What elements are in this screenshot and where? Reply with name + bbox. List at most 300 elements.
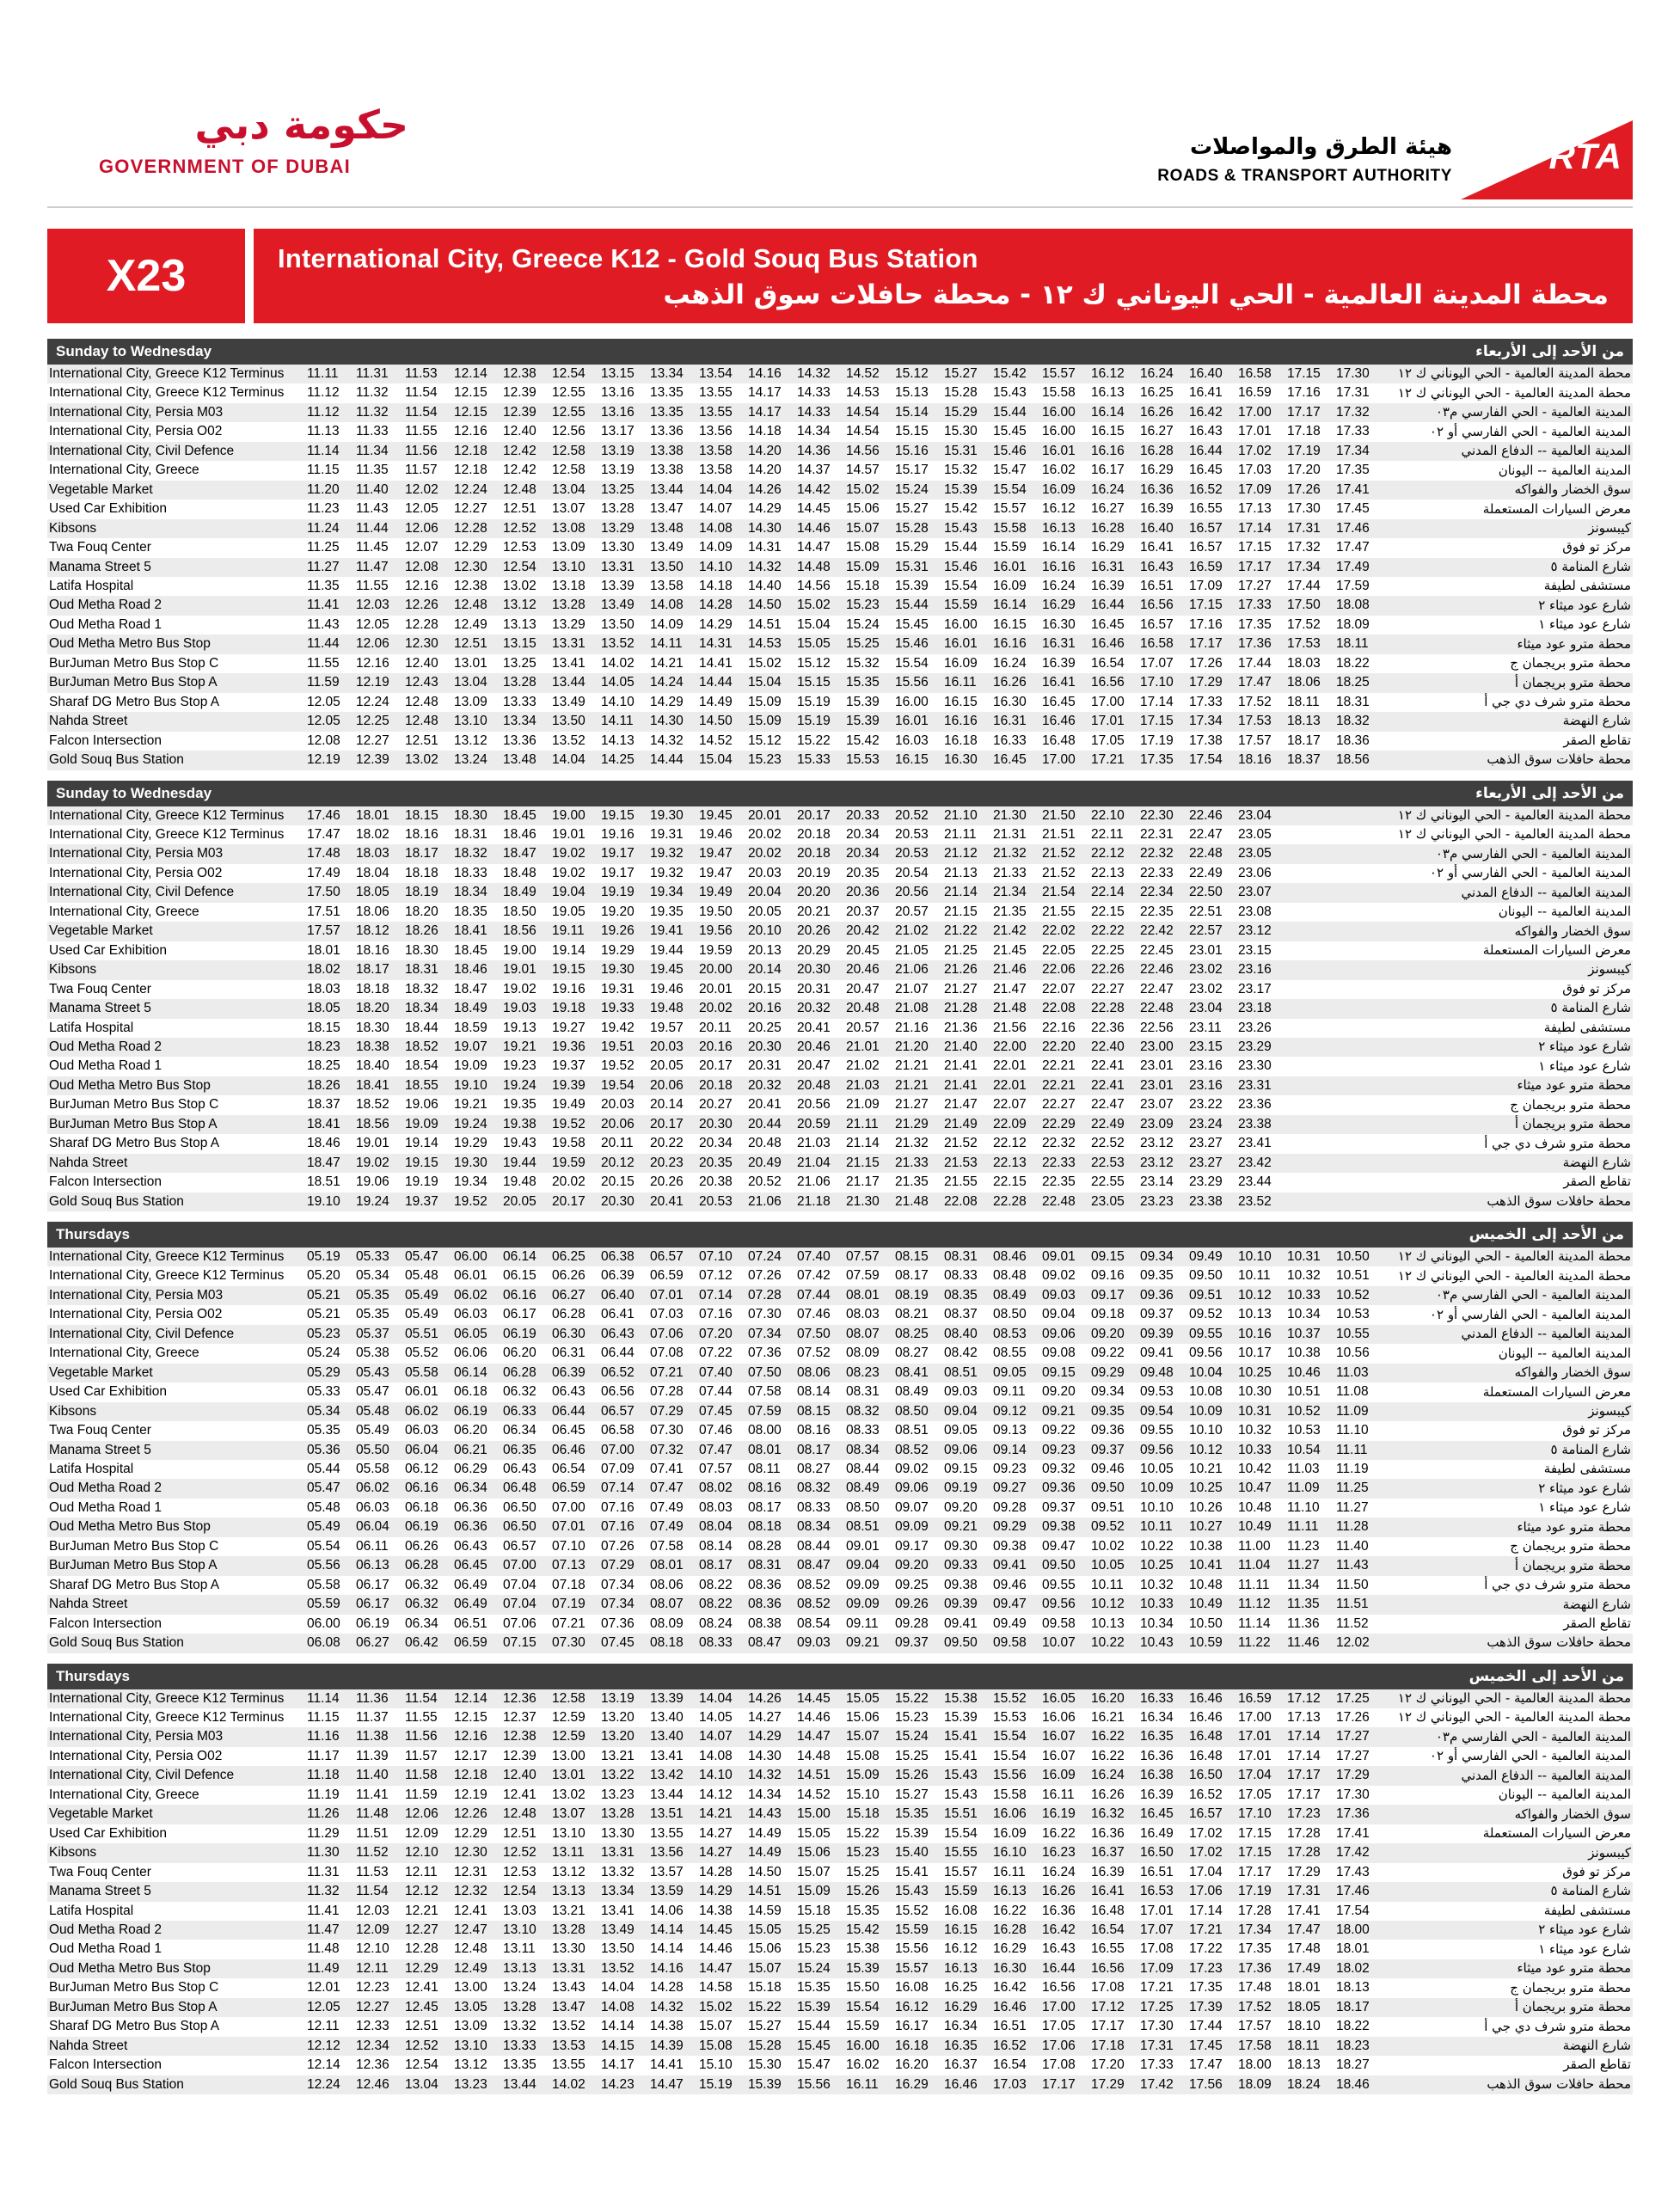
time-cell: 17.54: [1189, 752, 1223, 768]
time-cell: 16.08: [944, 1903, 978, 1918]
time-cell: 05.36: [307, 1442, 340, 1457]
table-row: [47, 1595, 1633, 1614]
time-cell: 13.09: [552, 540, 586, 555]
stop-name-arabic: شارع عود ميثاء ١: [1383, 1499, 1633, 1517]
table-row: [47, 1421, 1633, 1440]
time-cell: 22.00: [993, 1039, 1027, 1054]
time-cell: 14.29: [748, 501, 782, 517]
stop-name-english: Oud Metha Metro Bus Stop: [47, 1517, 305, 1536]
time-cell: 10.48: [1189, 1577, 1223, 1592]
time-cell: 08.15: [895, 1249, 929, 1265]
time-cell: 07.28: [748, 1287, 782, 1303]
time-cell: 13.11: [552, 1845, 585, 1861]
time-cell: 17.41: [1336, 481, 1370, 497]
stop-name-english: Manama Street 5: [47, 1882, 305, 1901]
time-cell: 12.48: [503, 1806, 536, 1822]
time-cell: 13.12: [454, 2057, 487, 2073]
time-cell: 14.59: [748, 1903, 782, 1918]
stop-name-english: Gold Souq Bus Station: [47, 2075, 305, 2094]
stop-name-english: BurJuman Metro Bus Stop C: [47, 1095, 305, 1114]
time-cell: 09.28: [993, 1499, 1027, 1515]
time-cell: 07.00: [503, 1558, 536, 1573]
time-cell: 13.57: [650, 1864, 684, 1879]
time-cell: 20.20: [797, 885, 831, 900]
time-cell: 08.06: [650, 1577, 684, 1592]
time-cell: 17.34: [1189, 714, 1223, 729]
time-cell: 23.23: [1140, 1193, 1174, 1209]
time-cell: 09.37: [1042, 1499, 1076, 1515]
time-cell: 13.08: [552, 520, 586, 536]
time-cell: 06.58: [601, 1423, 635, 1438]
time-cell: 11.37: [356, 1710, 389, 1725]
time-cell: 08.42: [944, 1346, 978, 1361]
time-cell: 13.10: [503, 1922, 536, 1937]
time-cell: 15.06: [846, 1710, 880, 1725]
time-cell: 15.13: [895, 385, 929, 401]
stop-name-arabic: محطة مترو عود ميثاء: [1383, 1959, 1633, 1978]
time-cell: 14.32: [650, 733, 684, 748]
time-cell: 17.00: [1042, 752, 1076, 768]
time-cell: 20.06: [601, 1116, 635, 1131]
time-cell: 22.35: [1042, 1174, 1076, 1190]
time-cell: 12.46: [356, 2076, 389, 2092]
time-cell: 18.22: [1336, 655, 1370, 671]
time-cell: 22.08: [944, 1193, 978, 1209]
departure-times: [305, 2017, 1383, 2036]
time-cell: 18.52: [356, 1097, 389, 1113]
departure-times: [305, 1076, 1383, 1095]
time-cell: 17.46: [1336, 520, 1370, 536]
time-cell: 15.39: [895, 1825, 929, 1841]
time-cell: 16.17: [895, 2019, 929, 2034]
time-cell: 17.01: [1238, 424, 1272, 439]
time-cell: 11.31: [307, 1864, 340, 1879]
time-cell: 17.00: [1238, 1710, 1272, 1725]
stop-name-arabic: معرض السيارات المستعملة: [1383, 1383, 1633, 1401]
time-cell: 14.02: [601, 655, 635, 671]
table-row: [47, 1173, 1633, 1192]
time-cell: 07.50: [797, 1326, 831, 1341]
time-cell: 08.31: [846, 1384, 880, 1400]
time-cell: 16.46: [1042, 714, 1076, 729]
stop-name-english: Vegetable Market: [47, 922, 305, 941]
time-cell: 08.16: [748, 1481, 782, 1496]
time-cell: 09.38: [1042, 1519, 1076, 1535]
header-divider: [47, 206, 1633, 208]
time-cell: 12.51: [405, 733, 438, 748]
time-cell: 19.24: [454, 1116, 487, 1131]
time-cell: 10.21: [1189, 1462, 1223, 1477]
time-cell: 14.52: [846, 366, 880, 381]
time-cell: 13.10: [552, 559, 586, 574]
time-cell: 12.05: [307, 714, 340, 729]
time-cell: 17.07: [1140, 1922, 1174, 1937]
time-cell: 06.57: [601, 1403, 635, 1419]
table-row: [47, 635, 1633, 653]
time-cell: 16.28: [1091, 520, 1125, 536]
time-cell: 21.42: [993, 923, 1027, 939]
time-cell: 09.19: [944, 1481, 978, 1496]
time-cell: 11.51: [356, 1825, 389, 1841]
time-cell: 20.44: [748, 1116, 782, 1131]
time-cell: 12.52: [405, 2038, 438, 2053]
time-cell: 09.52: [1189, 1307, 1223, 1322]
time-cell: 19.15: [405, 1155, 438, 1170]
departure-times: [305, 1173, 1383, 1192]
time-cell: 07.21: [552, 1615, 586, 1631]
time-cell: 18.34: [454, 885, 487, 900]
time-cell: 18.45: [503, 807, 536, 823]
table-row: [47, 1537, 1633, 1556]
time-cell: 09.09: [846, 1577, 880, 1592]
departure-times: [305, 941, 1383, 960]
time-cell: 09.50: [944, 1635, 978, 1651]
time-cell: 14.56: [846, 443, 880, 458]
time-cell: 09.16: [1091, 1268, 1125, 1284]
time-cell: 16.42: [1042, 1922, 1076, 1937]
time-cell: 11.11: [1287, 1519, 1319, 1535]
time-cell: 18.34: [405, 1001, 438, 1016]
time-cell: 16.18: [895, 2038, 929, 2053]
time-cell: 20.54: [895, 865, 929, 880]
time-cell: 11.40: [356, 1768, 389, 1783]
time-cell: 13.13: [552, 1884, 586, 1899]
time-cell: 13.02: [552, 1787, 586, 1802]
time-cell: 10.25: [1189, 1481, 1223, 1496]
time-cell: 13.28: [503, 675, 536, 690]
time-cell: 14.48: [797, 559, 831, 574]
time-cell: 06.45: [552, 1423, 586, 1438]
time-cell: 14.46: [797, 1710, 831, 1725]
time-cell: 17.34: [1238, 1922, 1272, 1937]
time-cell: 17.14: [1287, 1748, 1321, 1763]
time-cell: 08.46: [993, 1249, 1027, 1265]
time-cell: 11.19: [1336, 1462, 1369, 1477]
time-cell: 13.33: [503, 2038, 536, 2053]
time-cell: 21.53: [944, 1155, 978, 1170]
time-cell: 22.07: [993, 1097, 1027, 1113]
time-cell: 19.56: [699, 923, 733, 939]
time-cell: 06.18: [405, 1499, 438, 1515]
time-cell: 17.36: [1336, 1806, 1370, 1822]
time-cell: 06.59: [552, 1481, 586, 1496]
time-cell: 19.21: [454, 1097, 487, 1113]
time-cell: 08.18: [748, 1519, 782, 1535]
time-cell: 19.02: [552, 846, 586, 861]
time-cell: 18.37: [307, 1097, 340, 1113]
time-cell: 16.59: [1238, 385, 1272, 401]
time-cell: 11.41: [356, 1787, 389, 1802]
time-cell: 22.45: [1140, 942, 1174, 958]
time-cell: 17.01: [1140, 1903, 1174, 1918]
time-cell: 13.13: [503, 1960, 536, 1976]
time-cell: 20.41: [797, 1020, 831, 1035]
time-cell: 21.15: [846, 1155, 880, 1170]
time-cell: 23.00: [1140, 1039, 1174, 1054]
departure-times: [305, 1115, 1383, 1134]
time-cell: 17.08: [1140, 1941, 1174, 1957]
time-cell: 08.18: [650, 1635, 684, 1651]
time-cell: 13.58: [699, 443, 733, 458]
time-cell: 17.27: [1336, 1729, 1370, 1744]
time-cell: 16.14: [993, 598, 1027, 613]
time-cell: 14.45: [797, 1690, 831, 1706]
time-cell: 15.28: [944, 385, 978, 401]
time-cell: 15.09: [748, 694, 782, 709]
time-cell: 16.48: [1042, 733, 1076, 748]
time-cell: 17.04: [1189, 1864, 1223, 1879]
block-spacer: [47, 1213, 1633, 1222]
time-cell: 16.42: [993, 1980, 1027, 1996]
time-cell: 10.12: [1091, 1597, 1125, 1612]
time-cell: 16.18: [944, 733, 978, 748]
time-cell: 13.10: [552, 1825, 586, 1841]
time-cell: 15.44: [895, 598, 929, 613]
time-cell: 09.17: [1091, 1287, 1125, 1303]
time-cell: 15.57: [944, 1864, 978, 1879]
time-cell: 10.25: [1140, 1558, 1174, 1573]
time-cell: 14.28: [650, 1980, 684, 1996]
departure-times: [305, 1689, 1383, 1708]
time-cell: 19.02: [552, 865, 586, 880]
time-cell: 10.16: [1238, 1326, 1272, 1341]
time-cell: 07.01: [650, 1287, 684, 1303]
time-cell: 17.15: [1238, 1825, 1272, 1841]
time-cell: 15.09: [748, 714, 782, 729]
time-cell: 16.11: [846, 2076, 879, 2092]
time-cell: 15.28: [748, 2038, 782, 2053]
time-cell: 12.14: [454, 366, 487, 381]
time-cell: 11.27: [307, 559, 340, 574]
time-cell: 20.17: [797, 807, 831, 823]
time-cell: 22.21: [1042, 1077, 1076, 1093]
time-cell: 13.59: [650, 1884, 684, 1899]
time-cell: 17.56: [1189, 2076, 1223, 2092]
time-cell: 11.55: [307, 655, 340, 671]
time-cell: 07.10: [552, 1538, 586, 1554]
time-cell: 16.24: [1140, 366, 1174, 381]
time-cell: 18.30: [356, 1020, 389, 1035]
departure-times: [305, 635, 1383, 653]
time-cell: 22.15: [1091, 904, 1125, 919]
time-cell: 05.21: [307, 1287, 340, 1303]
time-cell: 06.48: [503, 1481, 536, 1496]
time-cell: 09.35: [1091, 1403, 1125, 1419]
time-cell: 12.39: [503, 385, 536, 401]
time-cell: 20.05: [650, 1058, 684, 1074]
time-cell: 14.57: [846, 463, 880, 478]
time-cell: 09.55: [1042, 1577, 1076, 1592]
time-cell: 19.00: [503, 942, 536, 958]
time-cell: 19.36: [552, 1039, 586, 1054]
time-cell: 21.28: [944, 1001, 978, 1016]
time-cell: 12.36: [503, 1690, 536, 1706]
time-cell: 20.49: [748, 1155, 782, 1170]
time-cell: 15.23: [748, 752, 782, 768]
stop-name-english: Nahda Street: [47, 1595, 305, 1614]
time-cell: 20.36: [846, 885, 880, 900]
time-cell: 10.33: [1287, 1287, 1321, 1303]
time-cell: 12.58: [552, 463, 586, 478]
time-cell: 15.30: [748, 2057, 782, 2073]
time-cell: 11.56: [405, 443, 438, 458]
time-cell: 15.59: [944, 598, 978, 613]
time-cell: 19.52: [552, 1116, 586, 1131]
time-cell: 17.05: [1042, 2019, 1076, 2034]
time-cell: 20.02: [552, 1174, 586, 1190]
time-cell: 14.17: [748, 385, 782, 401]
time-cell: 18.37: [1287, 752, 1321, 768]
time-cell: 23.05: [1091, 1193, 1125, 1209]
time-cell: 12.28: [405, 1941, 438, 1957]
stop-name-english: BurJuman Metro Bus Stop C: [47, 1978, 305, 1997]
time-cell: 18.13: [1336, 1980, 1370, 1996]
time-cell: 22.28: [993, 1193, 1027, 1209]
time-cell: 13.48: [503, 752, 536, 768]
time-cell: 15.25: [797, 1922, 831, 1937]
time-cell: 10.43: [1140, 1635, 1174, 1651]
time-cell: 08.37: [944, 1307, 978, 1322]
schedule-block: [47, 1664, 1633, 2095]
time-cell: 07.34: [748, 1326, 782, 1341]
time-cell: 20.30: [748, 1039, 782, 1054]
time-cell: 10.27: [1189, 1519, 1223, 1535]
stop-name-english: International City, Persia O02: [47, 1305, 305, 1324]
time-cell: 05.38: [356, 1346, 389, 1361]
timetable: [47, 1248, 1633, 1653]
stop-name-arabic: معرض السيارات المستعملة: [1383, 1824, 1633, 1843]
stop-name-english: Used Car Exhibition: [47, 1383, 305, 1401]
time-cell: 05.20: [307, 1268, 340, 1284]
time-cell: 16.43: [1140, 559, 1174, 574]
time-cell: 11.41: [307, 1903, 340, 1918]
time-cell: 07.40: [699, 1364, 733, 1380]
time-cell: 20.33: [846, 807, 880, 823]
stop-name-arabic: محطة حافلات سوق الذهب: [1383, 1634, 1633, 1652]
time-cell: 05.58: [405, 1364, 438, 1380]
time-cell: 14.17: [601, 2057, 635, 2073]
stop-name-arabic: شارع المنامة ٥: [1383, 558, 1633, 577]
time-cell: 12.51: [405, 2019, 438, 2034]
time-cell: 18.03: [307, 981, 340, 996]
time-cell: 15.18: [846, 578, 880, 593]
time-cell: 21.54: [1042, 885, 1076, 900]
time-cell: 15.39: [748, 2076, 782, 2092]
time-cell: 16.45: [993, 752, 1027, 768]
time-cell: 18.41: [356, 1077, 389, 1093]
table-row: [47, 1019, 1633, 1038]
time-cell: 20.31: [797, 981, 831, 996]
time-cell: 09.58: [993, 1635, 1027, 1651]
time-cell: 19.54: [601, 1077, 635, 1093]
stop-name-english: Oud Metha Road 1: [47, 1940, 305, 1959]
time-cell: 11.47: [356, 559, 389, 574]
time-cell: 16.14: [1091, 404, 1125, 420]
time-cell: 16.45: [1091, 616, 1125, 632]
time-cell: 16.39: [1140, 1787, 1174, 1802]
time-cell: 17.04: [1238, 1768, 1272, 1783]
time-cell: 16.33: [1140, 1690, 1174, 1706]
time-cell: 06.28: [503, 1364, 536, 1380]
time-cell: 10.38: [1287, 1346, 1321, 1361]
time-cell: 10.53: [1336, 1307, 1370, 1322]
time-cell: 08.14: [699, 1538, 733, 1554]
time-cell: 16.12: [895, 1999, 929, 2014]
schedule-block: [47, 781, 1633, 1212]
time-cell: 17.52: [1238, 694, 1272, 709]
stop-name-arabic: المدينة العالمية - الحي الفارسي م٠٣: [1383, 1286, 1633, 1305]
time-cell: 16.25: [944, 1980, 978, 1996]
time-cell: 09.33: [944, 1558, 978, 1573]
time-cell: 16.20: [895, 2057, 929, 2073]
table-row: [47, 1305, 1633, 1324]
time-cell: 20.29: [797, 942, 831, 958]
time-cell: 06.02: [454, 1287, 487, 1303]
time-cell: 14.29: [699, 616, 733, 632]
time-cell: 20.16: [699, 1039, 733, 1054]
time-cell: 20.30: [699, 1116, 733, 1131]
time-cell: 16.24: [1091, 1768, 1125, 1783]
time-cell: 18.46: [454, 962, 487, 978]
stop-name-english: Sharaf DG Metro Bus Stop A: [47, 1134, 305, 1153]
time-cell: 08.21: [895, 1307, 929, 1322]
time-cell: 16.28: [993, 1922, 1027, 1937]
departure-times: [305, 999, 1383, 1018]
time-cell: 11.24: [307, 520, 340, 536]
time-cell: 15.39: [944, 481, 978, 497]
time-cell: 06.19: [503, 1326, 536, 1341]
time-cell: 05.47: [356, 1384, 389, 1400]
time-cell: 11.54: [405, 385, 438, 401]
time-cell: 16.58: [1238, 366, 1272, 381]
time-cell: 13.01: [552, 1768, 586, 1783]
time-cell: 19.57: [650, 1020, 684, 1035]
departure-times: [305, 596, 1383, 615]
time-cell: 14.51: [797, 1768, 831, 1783]
departure-times: [305, 1978, 1383, 1997]
time-cell: 14.32: [748, 559, 782, 574]
time-cell: 07.16: [601, 1499, 635, 1515]
time-cell: 20.38: [699, 1174, 733, 1190]
time-cell: 13.34: [601, 1884, 635, 1899]
time-cell: 16.50: [1140, 1845, 1174, 1861]
time-cell: 21.32: [993, 846, 1027, 861]
time-cell: 18.27: [1336, 2057, 1370, 2073]
time-cell: 19.31: [650, 826, 684, 842]
time-cell: 14.32: [650, 1999, 684, 2014]
time-cell: 20.03: [748, 865, 782, 880]
time-cell: 05.43: [356, 1364, 389, 1380]
time-cell: 16.09: [993, 1825, 1027, 1841]
time-cell: 15.59: [895, 1922, 929, 1937]
time-cell: 08.27: [797, 1462, 831, 1477]
time-cell: 07.14: [699, 1287, 733, 1303]
time-cell: 17.35: [1238, 1941, 1272, 1957]
time-cell: 15.12: [895, 366, 929, 381]
time-cell: 15.23: [895, 1710, 929, 1725]
time-cell: 13.58: [650, 578, 684, 593]
time-cell: 09.26: [895, 1597, 929, 1612]
time-cell: 13.29: [552, 616, 586, 632]
table-row: [47, 1479, 1633, 1498]
time-cell: 21.31: [993, 826, 1027, 842]
time-cell: 14.52: [699, 733, 733, 748]
departure-times: [305, 1882, 1383, 1901]
time-cell: 12.39: [503, 404, 536, 420]
time-cell: 20.53: [895, 846, 929, 861]
time-cell: 18.51: [307, 1174, 340, 1190]
time-cell: 06.54: [552, 1462, 586, 1477]
